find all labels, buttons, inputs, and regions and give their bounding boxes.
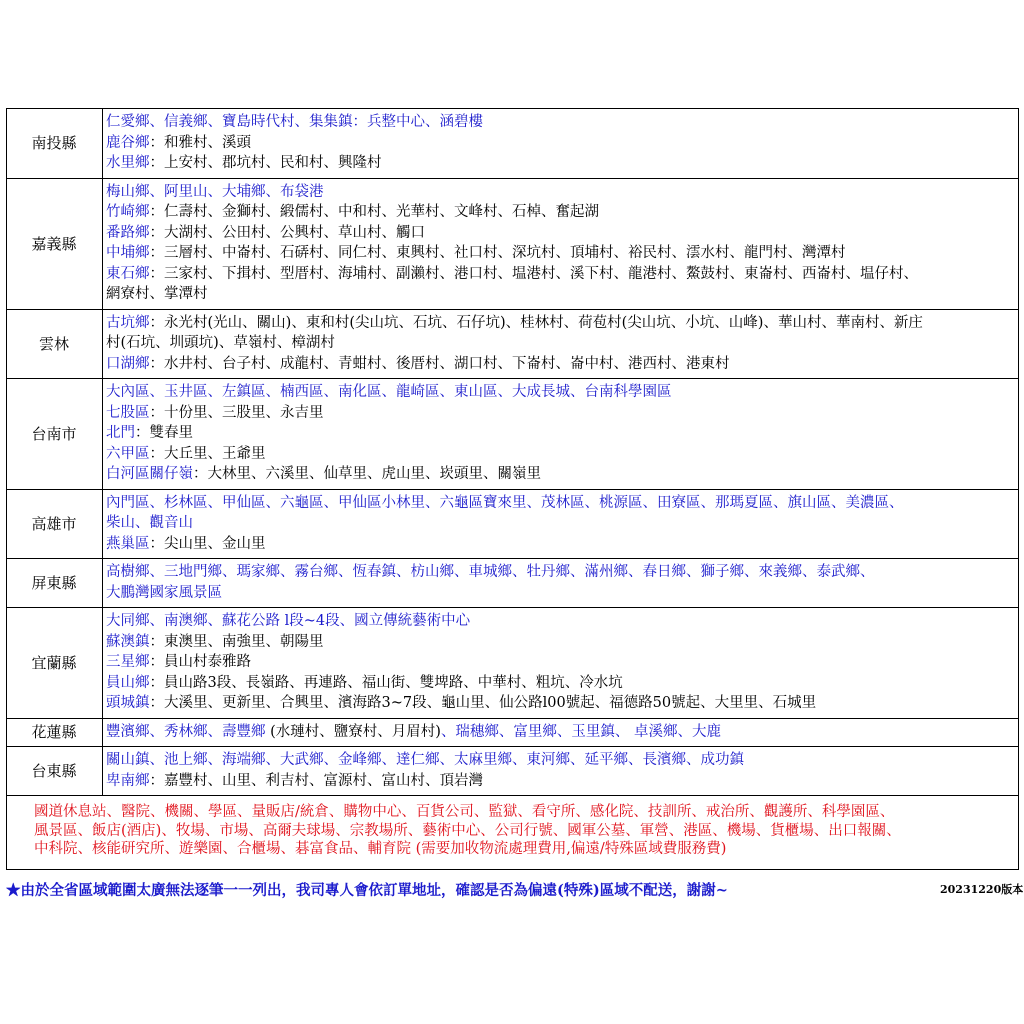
area-line: [106, 244, 846, 262]
area-name: 仁愛鄉、信義鄉、寶島時代村、集集鎮：兵整中心、涵碧樓: [106, 114, 483, 130]
area-name: 燕巢區: [106, 535, 150, 552]
footer-note: [6, 879, 728, 900]
area-name: 大鵬灣國家風景區: [106, 584, 222, 601]
area-line: [106, 584, 222, 602]
note-line: 中科院、核能研究所、遊樂園、合櫃場、碁富食品、輔育院 (需要加收物流處理費用,偏遠/特殊區域費服務費): [34, 841, 727, 857]
table-horizontal-border: [6, 108, 1019, 109]
region-areas: [106, 723, 1018, 747]
area-detail: ：尖山里、金山里: [149, 535, 266, 552]
area-detail: ：水井村、台子村、成龍村、青蚶村、後厝村、湖口村、下崙村、崙中村、港西村、港東村: [149, 355, 730, 372]
area-line: [106, 113, 483, 131]
area-line: [106, 674, 623, 692]
region-name: 花蓮縣: [31, 723, 77, 742]
region-name: 南投縣: [31, 134, 77, 153]
footer-text: 由於全省區域範圍太廣無法逐筆一一列出，我司專人會依訂單地址，確認是否為偏遠(特殊)區域不配送，謝謝~: [20, 881, 728, 899]
area-detail: ：大湖村、公田村、公興村、草山村、觸口: [149, 224, 425, 241]
area-name: 內門區、杉林區、甲仙區、六龜區、甲仙區小林里、六龜區寶來里、茂林區、桃源區、田寮區、那瑪夏區、旗山區、美濃區、: [106, 494, 904, 511]
area-name: 口湖鄉: [106, 355, 150, 372]
note-line: 國道休息站、醫院、機關、學區、量販店/統倉、購物中心、百貨公司、監獄、看守所、感化院、技訓所、戒治所、觀護所、科學園區、: [34, 804, 895, 820]
area-line: [106, 203, 599, 221]
table-horizontal-border: [6, 746, 1019, 747]
area-name: 高樹鄉、三地門鄉、瑪家鄉、霧台鄉、恆春鎮、枋山鄉、車城鄉、牡丹鄉、滿州鄉、春日鄉、獅子鄉、來義鄉、泰武鄉、: [106, 564, 875, 580]
area-detail: 村(石坑、圳頭坑)、草嶺村、樟湖村: [106, 335, 335, 351]
area-name: 、瑞穗鄉、富里鄉、玉里鎮、 卓溪鄉、大鹿: [440, 723, 722, 740]
area-line: [106, 494, 904, 512]
area-detail: ：十份里、三股里、永吉里: [149, 404, 324, 421]
area-name: 北門: [106, 425, 135, 441]
area-line: [106, 265, 918, 283]
table-vertical-border: [1018, 108, 1019, 870]
region-areas: [106, 494, 1018, 559]
area-line: [106, 772, 483, 790]
area-name: 蘇澳鎮: [106, 633, 150, 650]
area-detail: ：仁壽村、金獅村、緞儒村、中和村、光華村、文峰村、石棹、奮起湖: [149, 204, 599, 220]
area-detail: ：大林里、六溪里、仙草里、虎山里、崁頭里、關嶺里: [193, 466, 541, 482]
area-line: [106, 134, 251, 152]
area-line: [106, 633, 324, 651]
table-horizontal-border: [6, 607, 1019, 608]
area-line: [106, 424, 193, 442]
area-detail: (水璉村、鹽寮村、月眉村): [265, 723, 441, 740]
area-line: [106, 612, 470, 630]
table-horizontal-border: [6, 309, 1019, 310]
star-icon: ★: [6, 881, 21, 899]
area-name: 東石鄉: [106, 265, 150, 282]
area-line: [106, 563, 875, 581]
region-name: 嘉義縣: [31, 234, 77, 253]
area-name: 水里鄉: [106, 155, 150, 171]
region-areas: [106, 183, 1018, 309]
area-name: 三星鄉: [106, 654, 150, 670]
area-line: [106, 355, 730, 373]
area-line: [106, 694, 816, 712]
area-detail: ：員山村泰雅路: [149, 654, 251, 670]
area-line: [106, 383, 672, 401]
region-name: 高雄市: [31, 514, 77, 533]
area-line: [106, 334, 335, 352]
area-line: [106, 314, 923, 332]
area-detail: ：三家村、下揖村、型厝村、海埔村、副瀨村、港口村、塭港村、溪下村、龍港村、鰲鼓村、東崙村、西崙村、塭仔村、: [149, 265, 918, 282]
area-name: 大內區、玉井區、左鎮區、楠西區、南化區、龍崎區、東山區、大成長城、台南科學園區: [106, 384, 672, 400]
area-name: 鹿谷鄉: [106, 134, 150, 151]
table-vertical-border: [6, 108, 7, 870]
table-vertical-border: [102, 108, 103, 795]
region-areas: [106, 113, 1018, 178]
area-name: 員山鄉: [106, 674, 150, 691]
region-name: 雲林: [38, 334, 69, 353]
area-line: [106, 404, 324, 422]
table-horizontal-border: [6, 718, 1019, 719]
area-line: [106, 285, 208, 303]
area-line: [106, 183, 324, 201]
table-horizontal-border: [6, 558, 1019, 559]
region-areas: [106, 383, 1018, 489]
area-name: 頭城鎮: [106, 695, 150, 711]
area-detail: 網寮村、掌潭村: [106, 286, 208, 302]
area-name: 竹崎鄉: [106, 204, 150, 220]
region-areas: [106, 563, 1018, 607]
area-detail: ：東澳里、南強里、朝陽里: [149, 633, 324, 650]
table-horizontal-border: [6, 869, 1019, 870]
region-name: 屏東縣: [31, 574, 77, 592]
area-line: [106, 723, 721, 741]
area-detail: ：嘉豐村、山里、利吉村、富源村、富山村、頂岩灣: [149, 772, 483, 789]
area-name: 中埔鄉: [106, 245, 150, 261]
area-name: 關山鎮、池上鄉、海端鄉、大武鄉、金峰鄉、達仁鄉、太麻里鄉、東河鄉、延平鄉、長濱鄉、成功鎮: [106, 752, 744, 768]
area-name: 豐濱鄉、秀林鄉、壽豐鄉: [106, 723, 266, 740]
area-detail: ：大丘里、王爺里: [149, 445, 266, 462]
area-name: 卑南鄉: [106, 772, 150, 789]
area-detail: ：雙春里: [135, 425, 193, 441]
region-areas: [106, 612, 1018, 718]
area-name: 大同鄉、南澳鄉、蘇花公路 l段~4段、國立傳統藝術中心: [106, 613, 471, 629]
region-name: 台東縣: [31, 762, 77, 780]
area-line: [106, 514, 193, 532]
area-line: [106, 224, 425, 242]
table-horizontal-border: [6, 178, 1019, 179]
area-line: [106, 445, 266, 463]
area-detail: ：永光村(光山、關山)、東和村(尖山坑、石坑、石仔坑)、桂林村、荷苞村(尖山坑、小坑、山峰)、華山村、華南村、新庄: [149, 314, 923, 331]
area-detail: ：和雅村、溪頭: [149, 134, 251, 151]
area-name: 六甲區: [106, 445, 150, 462]
table-horizontal-border: [6, 795, 1019, 796]
version-label: 20231220版本: [940, 882, 1024, 896]
area-name: 梅山鄉、阿里山、大埔鄉、布袋港: [106, 183, 324, 200]
area-line: [106, 653, 251, 671]
region-areas: [106, 314, 1018, 379]
area-detail: ：員山路3段、長嶺路、再連路、福山街、雙埤路、中華村、粗坑、冷水坑: [149, 674, 623, 691]
table-horizontal-border: [6, 489, 1019, 490]
area-name: 柴山、觀音山: [106, 515, 193, 531]
area-detail: ：上安村、郡坑村、民和村、興隆村: [149, 155, 382, 171]
area-name: 七股區: [106, 404, 150, 421]
area-name: 古坑鄉: [106, 314, 150, 331]
area-line: [106, 154, 382, 172]
area-detail: ：大溪里、更新里、合興里、濱海路3~7段、龜山里、仙公路l00號起、福德路50號起、大里里、石城里: [149, 695, 817, 711]
area-name: 白河區關仔嶺: [106, 466, 193, 482]
area-detail: ：三層村、中崙村、石硦村、同仁村、東興村、社口村、深坑村、頂埔村、裕民村、澐水村、龍門村、灣潭村: [149, 245, 846, 261]
area-name: 番路鄉: [106, 224, 150, 241]
region-name: 宜蘭縣: [31, 653, 77, 672]
note-line: 風景區、飯店(酒店)、牧場、市場、高爾夫球場、宗教場所、藝術中心、公司行號、國軍公墓、軍營、港區、機場、貨櫃場、出口報關、: [34, 822, 901, 839]
region-name: 台南市: [31, 424, 77, 443]
area-line: [106, 535, 266, 553]
area-line: [106, 751, 744, 769]
region-areas: [106, 751, 1018, 795]
area-line: [106, 465, 541, 483]
table-horizontal-border: [6, 378, 1019, 379]
